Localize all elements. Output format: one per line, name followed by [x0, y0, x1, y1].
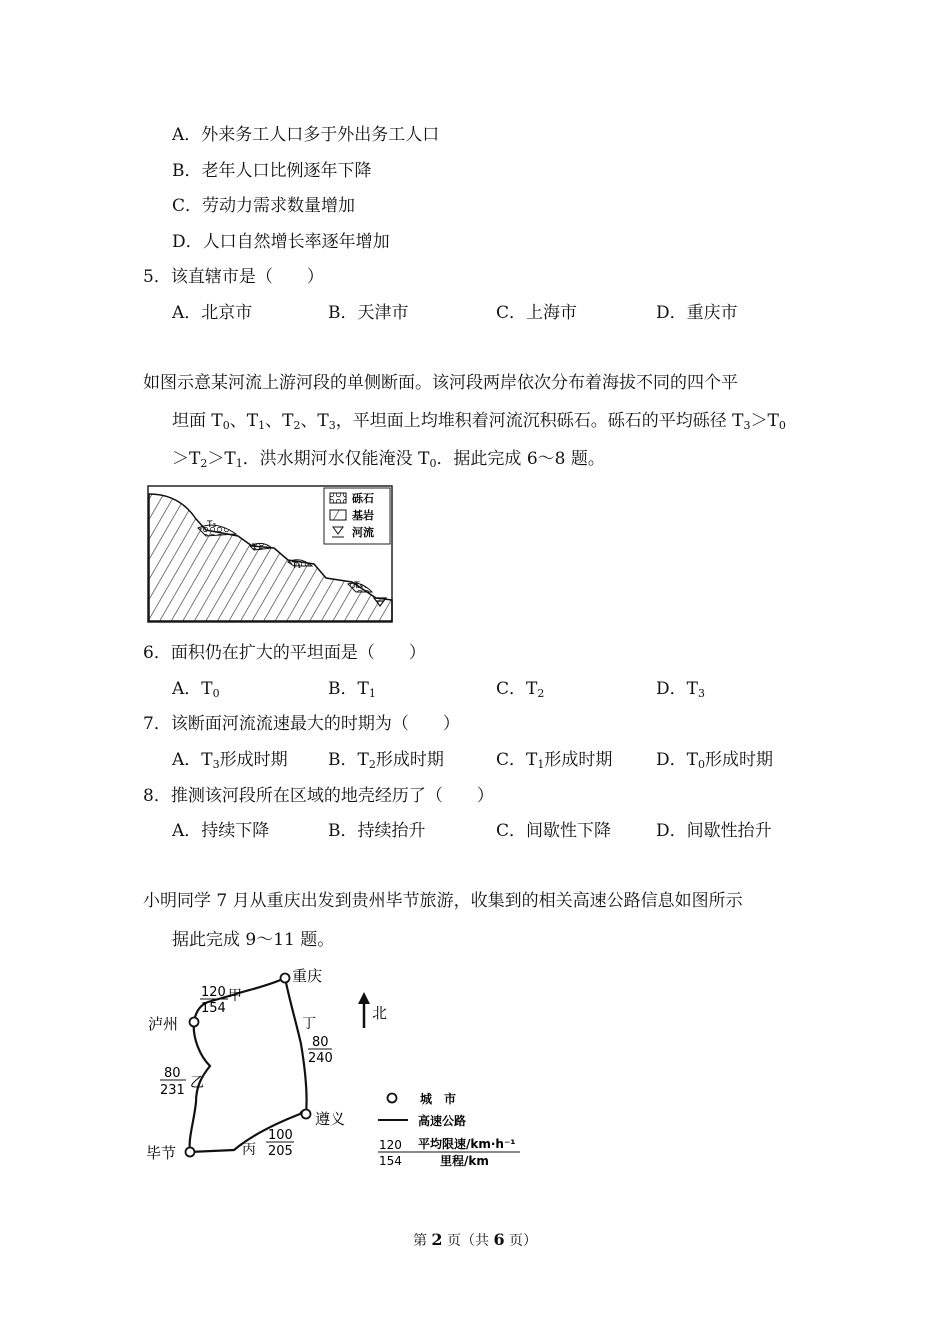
- q4-option-c: C．劳动力需求数量增加: [172, 196, 356, 216]
- page-number: 2: [431, 1230, 443, 1249]
- dist-bing: 205: [268, 1144, 293, 1159]
- city-label-luzhou: 泸州: [148, 1015, 179, 1033]
- q8-option-c: C．间歇性下降: [496, 821, 612, 841]
- speed-ding: 80: [312, 1035, 329, 1050]
- north-label: 北: [372, 1004, 388, 1022]
- legend-dist-num: 154: [379, 1154, 402, 1168]
- q5-option-d: D．重庆市: [656, 303, 738, 323]
- passage2-line3: $>T_2>T_1$．洪水期河水仅能淹没 $T_0$．据此完成 6～8 题。: [172, 449, 605, 470]
- legend-speed-num: 120: [379, 1138, 402, 1152]
- passage3-line1: 小明同学 7 月从重庆出发到贵州毕节旅游，收集到的相关高速公路信息如图所示: [143, 891, 743, 911]
- q8-option-a: A．持续下降: [172, 821, 270, 841]
- city-luzhou: [190, 1018, 199, 1027]
- label-t2: T₂: [252, 543, 262, 553]
- page-footer: 第 2 页（共 6 页）: [412, 1230, 538, 1249]
- city-label-bijie: 毕节: [146, 1144, 177, 1162]
- q8-option-d: D．间歇性抬升: [656, 821, 772, 841]
- road-label-bing: 丙: [242, 1142, 256, 1158]
- passage2-line2: 坦面 $T_0$、$T_1$、$T_2$、$T_3$，平坦面上均堆积着河流沉积砾石。砾石的平均砾径 $T_3>T_0$: [172, 411, 786, 432]
- label-t0: T₀: [354, 581, 364, 591]
- q7-option-d: D．$T_0$形成时期: [656, 750, 773, 771]
- q6-option-a: A．$T_0$: [172, 679, 220, 700]
- q6-stem: 6．面积仍在扩大的平坦面是（ ）: [143, 643, 426, 663]
- q6-option-d: D．$T_3$: [656, 679, 705, 700]
- legend-bedrock-swatch: [330, 510, 346, 520]
- q8-stem: 8．推测该河段所在区域的地壳经历了（ ）: [143, 786, 494, 806]
- q7-stem: 7．该断面河流流速最大的时期为（ ）: [143, 714, 460, 734]
- legend-bedrock-label: 基岩: [352, 509, 374, 522]
- city-label-zunyi: 遵义: [315, 1110, 346, 1128]
- q7-option-c: C．$T_1$形成时期: [496, 750, 613, 771]
- page-total: 6: [493, 1230, 505, 1249]
- q5-stem: 5．该直辖市是（ ）: [143, 267, 324, 287]
- city-bijie: [186, 1148, 195, 1157]
- road-label-ding: 丁: [302, 1016, 316, 1032]
- highway-map-figure: [138, 962, 538, 1182]
- city-chongqing: [281, 974, 290, 983]
- passage2-line1: 如图示意某河流上游河段的单侧断面。该河段两岸依次分布着海拔不同的四个平: [143, 373, 738, 393]
- q6-option-b: B．$T_1$: [328, 679, 376, 700]
- label-t1: T₁: [292, 561, 302, 571]
- city-label-chongqing: 重庆: [292, 967, 323, 985]
- legend-city-icon: [388, 1094, 397, 1103]
- q4-option-d: D．人口自然增长率逐年增加: [172, 232, 390, 252]
- dist-ding: 240: [308, 1051, 333, 1066]
- speed-bing: 100: [268, 1128, 293, 1143]
- legend-speed-label: 平均限速/km·h⁻¹: [418, 1137, 516, 1151]
- road-label-yi: 乙: [190, 1075, 204, 1091]
- legend-city-label: 城 市: [420, 1092, 457, 1106]
- q4-option-a: A．外来务工人口多于外出务工人口: [172, 125, 440, 145]
- q5-option-c: C．上海市: [496, 303, 578, 323]
- q7-option-b: B．$T_2$形成时期: [328, 750, 444, 771]
- q5-option-b: B．天津市: [328, 303, 409, 323]
- q7-option-a: A．$T_3$形成时期: [172, 750, 288, 771]
- legend-river-label: 河流: [352, 526, 374, 539]
- q6-option-c: C．$T_2$: [496, 679, 545, 700]
- legend-road-label: 高速公路: [418, 1114, 467, 1128]
- river-cross-section-figure: [146, 484, 394, 624]
- north-arrow-icon: [358, 992, 370, 1028]
- legend-gravel-swatch: [330, 493, 346, 503]
- passage3-line2: 据此完成 9～11 题。: [172, 930, 335, 950]
- q5-option-a: A．北京市: [172, 303, 253, 323]
- dist-yi: 231: [160, 1083, 185, 1098]
- label-t3: T₃: [207, 520, 217, 530]
- dist-jia: 154: [201, 1001, 226, 1016]
- speed-yi: 80: [164, 1066, 181, 1081]
- city-zunyi: [302, 1110, 311, 1119]
- legend-dist-label: 里程/km: [440, 1154, 489, 1168]
- road-label-jia: 甲: [228, 988, 242, 1004]
- q4-option-b: B．老年人口比例逐年下降: [172, 161, 372, 181]
- speed-jia: 120: [201, 985, 226, 1000]
- legend-gravel-label: 砾石: [352, 492, 374, 505]
- q8-option-b: B．持续抬升: [328, 821, 426, 841]
